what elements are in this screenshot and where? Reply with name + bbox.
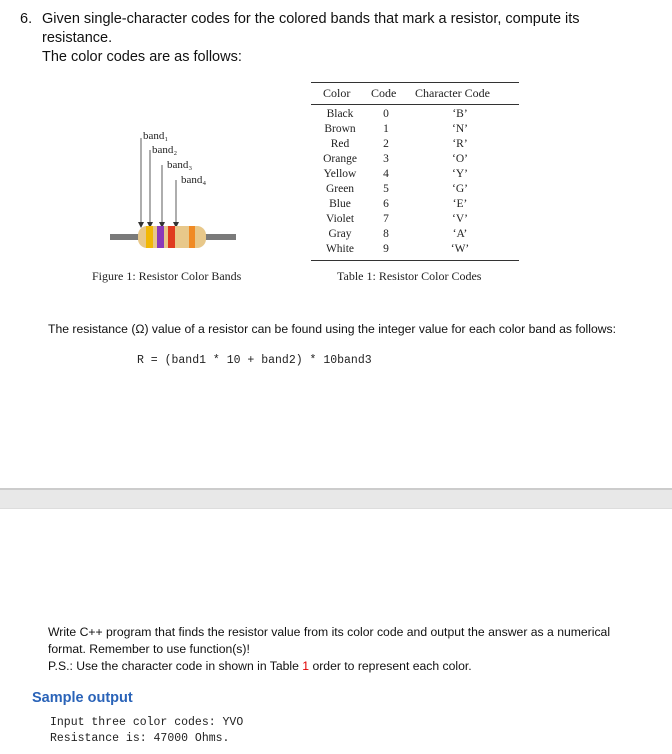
cell-color: Gray	[328, 228, 352, 240]
cell-code: 6	[383, 198, 389, 210]
cell-code: 8	[383, 228, 389, 240]
cell-character-code: ‘W’	[450, 243, 470, 255]
band1-stripe	[146, 226, 153, 248]
cell-code: 9	[383, 243, 389, 255]
header-code: Code	[371, 86, 397, 100]
cell-color: Red	[330, 138, 350, 150]
question-line-3: The color codes are as follows:	[42, 49, 242, 65]
question-number: 6.	[20, 11, 33, 27]
header-character-code: Character Code	[415, 86, 490, 100]
cell-character-code: ‘Y’	[452, 168, 468, 180]
table-reference: 1	[302, 659, 310, 673]
cell-character-code: ‘G’	[452, 183, 468, 195]
task-line-3	[48, 658, 648, 675]
resistance-description: The resistance (Ω) value of a resistor can be found using the integer value for each color band as follows:	[48, 322, 617, 336]
cell-character-code: ‘B’	[452, 108, 468, 120]
table-row	[311, 168, 519, 183]
figure-caption: Figure 1: Resistor Color Bands	[92, 269, 242, 283]
table-row	[311, 108, 519, 123]
sample-output-line-2: Resistance is: 47000 Ohms.	[50, 732, 230, 745]
table-top-rule	[311, 82, 519, 83]
table-caption: Table 1: Resistor Color Codes	[337, 269, 482, 283]
cell-color: Blue	[329, 198, 351, 210]
cell-color: Violet	[325, 213, 355, 225]
table-bottom-rule	[311, 260, 519, 261]
cell-code: 4	[383, 168, 389, 180]
table-header	[311, 86, 519, 102]
table-header-rule	[311, 104, 519, 105]
sample-output-heading: Sample output	[32, 690, 133, 706]
task-line-1: Write C++ program that finds the resistor value from its color code and output the answer as a numerical	[48, 625, 611, 639]
table-row	[311, 243, 519, 258]
table-row	[311, 183, 519, 198]
resistor-figure	[108, 126, 238, 258]
question-line-1: Given single-character codes for the colored bands that mark a resistor, compute its	[42, 11, 580, 27]
cell-color: Black	[326, 108, 354, 120]
task-line-2: format. Remember to use function(s)!	[48, 642, 250, 656]
cell-code: 5	[383, 183, 389, 195]
task-description	[48, 624, 648, 675]
question-line-2: resistance.	[42, 30, 113, 46]
band4-stripe	[189, 226, 195, 248]
table-row	[311, 228, 519, 243]
cell-color: Brown	[324, 123, 356, 135]
band2-stripe	[157, 226, 164, 248]
cell-code: 3	[383, 153, 389, 165]
cell-character-code: ‘N’	[452, 123, 468, 135]
color-code-table	[311, 82, 519, 262]
band2-label: band₂	[152, 144, 178, 156]
cell-color: White	[325, 243, 355, 255]
sample-output-line-1: Input three color codes: YVO	[50, 716, 244, 729]
task-line-3-text: P.S.: Use the character code in shown in Table	[48, 659, 303, 673]
resistance-formula: R = (band1 * 10 + band2) * 10band3	[137, 354, 372, 367]
cell-code: 2	[383, 138, 389, 150]
band1-label: band₁	[143, 130, 169, 142]
cell-color: Green	[325, 183, 355, 195]
table-row	[311, 138, 519, 153]
table-row	[311, 123, 519, 138]
table-row	[311, 153, 519, 168]
cell-code: 7	[383, 213, 389, 225]
section-divider	[0, 488, 672, 509]
cell-code: 0	[383, 108, 389, 120]
cell-character-code: ‘R’	[452, 138, 468, 150]
cell-character-code: ‘E’	[452, 198, 468, 210]
cell-character-code: ‘O’	[452, 153, 468, 165]
cell-code: 1	[383, 123, 389, 135]
header-color: Color	[323, 86, 351, 100]
task-line-3-end: order to represent each color.	[309, 659, 472, 673]
resistor-diagram	[108, 126, 238, 258]
table-row	[311, 213, 519, 228]
cell-character-code: ‘V’	[452, 213, 468, 225]
table-row	[311, 198, 519, 213]
cell-color: Orange	[323, 153, 357, 165]
cell-character-code: ‘A’	[452, 228, 468, 240]
band3-label: band₃	[167, 159, 193, 171]
cell-color: Yellow	[323, 168, 357, 180]
band4-label: band₄	[181, 174, 207, 186]
band3-stripe	[168, 226, 175, 248]
